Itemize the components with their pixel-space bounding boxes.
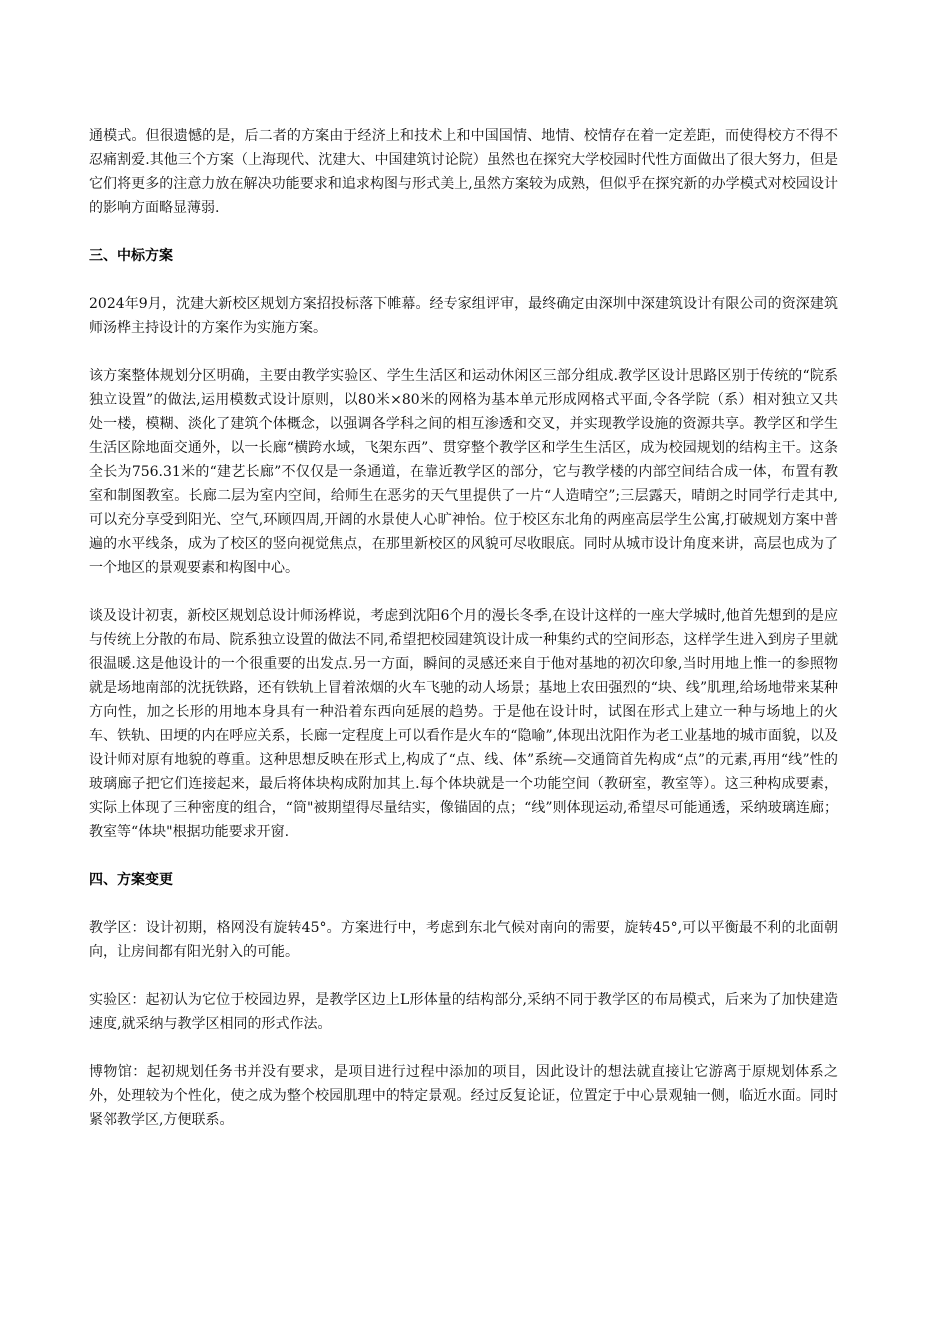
section-heading-winning-scheme: 三、中标方案 (89, 248, 173, 264)
paragraph-lab-zone: 实验区：起初认为它位于校园边界，是教学区边上L形体量的结构部分,采纳不同于教学区的布局模式，后来为了加快建造速度,就采纳与教学区相同的形式作法。 (89, 992, 838, 1032)
document-body (89, 124, 838, 1156)
paragraph-scheme-overview: 该方案整体规划分区明确，主要由教学实验区、学生生活区和运动休闲区三部分组成.教学区设计思路区别于传统的“院系独立设置”的做法,运用模数式设计原则，以80米×80米的网格为基本单元形成网格式平面,令各学院（系）相对独立又共处一楼，模糊、淡化了建筑个体概念，以强调各学科之间的相互渗透和交叉，并实现教学设施的资源共享。教学区和学生生活区除地面交通外，以一长廊“横跨水域，飞架东西”、贯穿整个教学区和学生生活区，成为校园规划的结构主干。这条全长为756.31米的“建艺长廊”不仅仅是一条通道，在靠近教学区的部分，它与教学楼的内部空间结合成一体，布置有教室和制图教室。长廊二层为室内空间，给师生在恶劣的天气里提供了一片“人造晴空”;三层露天，晴朗之时同学行走其中,可以充分享受到阳光、空气,环顾四周,开阔的水景使人心旷神怡。位于校区东北角的两座高层学生公寓,打破规划方案中普遍的水平线条，成为了校区的竖向视觉焦点，在那里新校区的风貌可尽收眼底。同时从城市设计角度来讲，高层也成为了一个地区的景观要素和构图中心。 (89, 368, 838, 576)
paragraph-intro: 通模式。但很遗憾的是，后二者的方案由于经济上和技术上和中国国情、地情、校情存在着一定差距，而使得校方不得不忍痛割爱.其他三个方案（上海现代、沈建大、中国建筑讨论院）虽然也在探究大学校园时代性方面做出了很大努力，但是它们将更多的注意力放在解决功能要求和追求构图与形式美上,虽然方案较为成熟，但似乎在探究新的办学模式对校园设计的影响方面略显薄弱. (89, 128, 838, 216)
section-heading-scheme-changes: 四、方案变更 (89, 872, 173, 888)
paragraph-museum: 博物馆：起初规划任务书并没有要求，是项目进行过程中添加的项目，因此设计的想法就直接让它游离于原规划体系之外，处理较为个性化，使之成为整个校园肌理中的特定景观。经过反复论证，位置定于中心景观轴一侧，临近水面。同时紧邻教学区,方便联系。 (89, 1064, 838, 1128)
paragraph-winning-announcement: 2024年9月，沈建大新校区规划方案招投标落下帷幕。经专家组评审，最终确定由深圳中深建筑设计有限公司的资深建筑师汤桦主持设计的方案作为实施方案。 (89, 296, 838, 336)
paragraph-teaching-zone: 教学区：设计初期，格网没有旋转45°。方案进行中，考虑到东北气候对南向的需要，旋转45°,可以平衡最不利的北面朝向，让房间都有阳光射入的可能。 (89, 920, 838, 960)
paragraph-design-intent: 谈及设计初衷，新校区规划总设计师汤桦说，考虑到沈阳6个月的漫长冬季,在设计这样的一座大学城时,他首先想到的是应与传统上分散的布局、院系独立设置的做法不同,希望把校园建筑设计成一种集约式的空间形态，这样学生进入到房子里就很温暖.这是他设计的一个很重要的出发点.另一方面，瞬间的灵感还来自于他对基地的初次印象,当时用地上惟一的参照物就是场地南部的沈抚铁路，还有铁轨上冒着浓烟的火车飞驰的动人场景；基地上农田强烈的“块、线”肌理,给场地带来某种方向性，加之长形的用地本身具有一种沿着东西向延展的趋势。于是他在设计时，试图在形式上建立一种与场地上的火车、铁轨、田埂的内在呼应关系，长廊一定程度上可以看作是火车的“隐喻”,体现出沈阳作为老工业基地的城市面貌，以及设计师对原有地貌的尊重。这种思想反映在形式上,构成了“点、线、体”系统—交通筒首先构成“点”的元素,再用“线”性的玻璃廊子把它们连接起来，最后将体块构成附加其上.每个体块就是一个功能空间（教研室，教室等）。这三种构成要素，实际上体现了三种密度的组合，“筒"被期望得尽量结实，像锚固的点；“线”则体现运动,希望尽可能通透，采纳玻璃连廊；教室等“体块"根据功能要求开窗. (89, 608, 838, 840)
